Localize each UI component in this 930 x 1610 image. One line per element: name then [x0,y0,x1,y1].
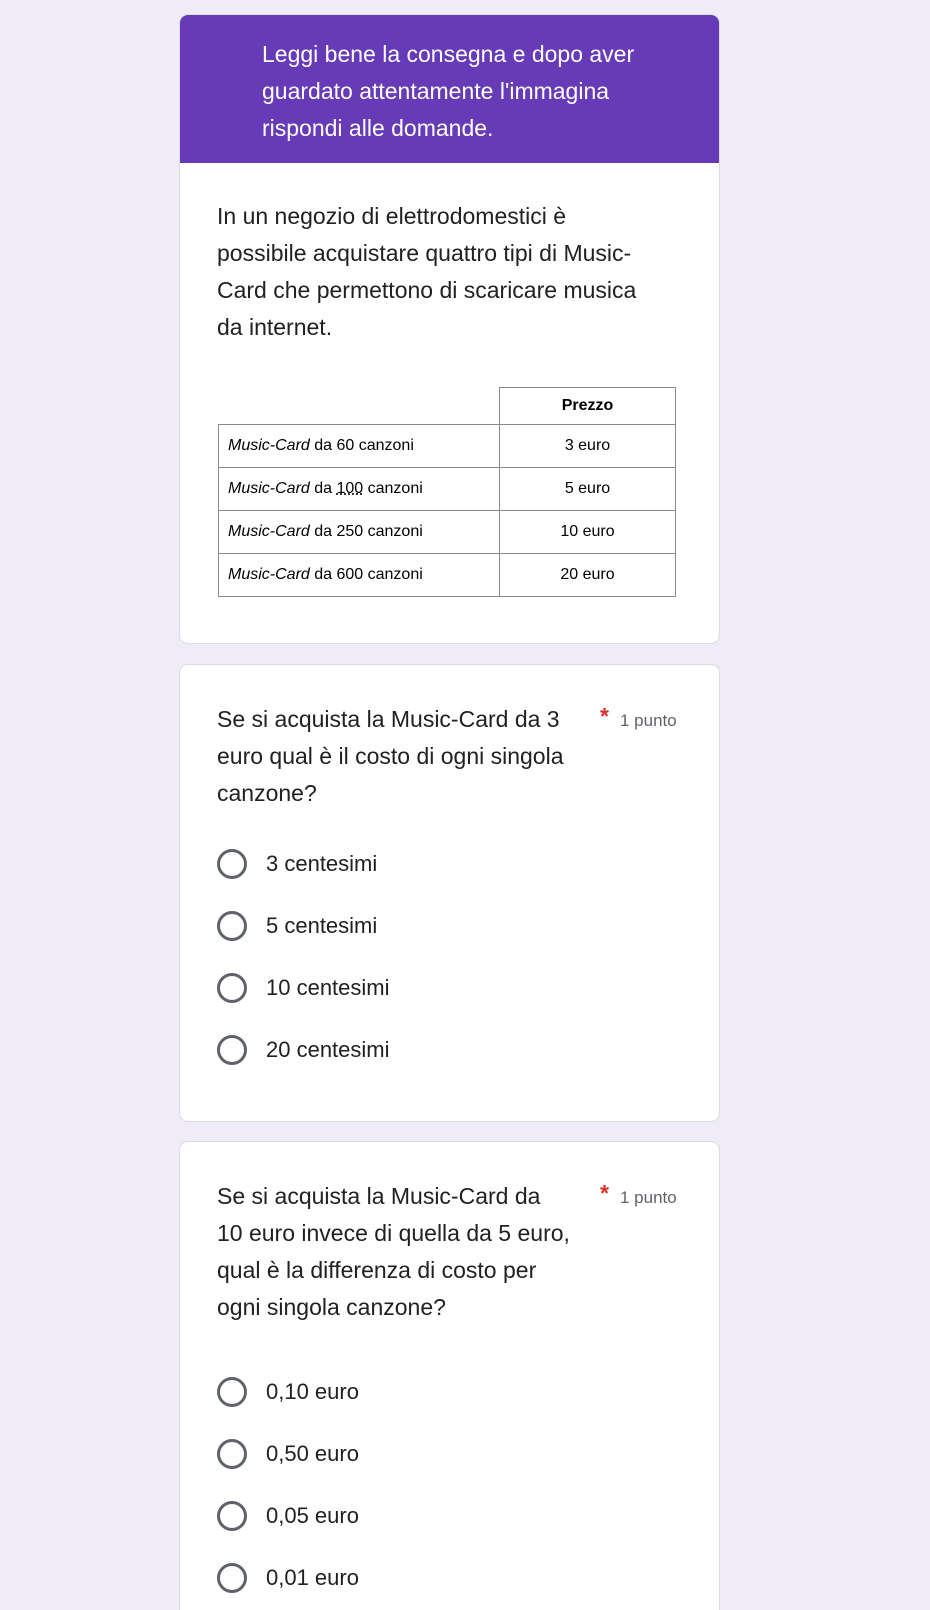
radio-button-icon[interactable] [217,1501,247,1531]
radio-button-icon[interactable] [217,973,247,1003]
product-name: Music-Card [228,566,310,583]
product-text: da [309,566,337,583]
product-quantity: 600 [336,566,364,583]
radio-option-label: 0,05 euro [266,1503,359,1528]
radio-option-label: 20 centesimi [266,1037,390,1062]
radio-option[interactable] [217,1485,359,1547]
price-cell: 5 euro [500,468,676,511]
price-cell: 10 euro [500,511,676,554]
product-text: da [309,437,337,454]
table-row [219,554,676,597]
product-text: da [309,480,337,497]
radio-option-label: 0,50 euro [266,1441,359,1466]
price-cell: 3 euro [500,425,676,468]
radio-button-icon[interactable] [217,911,247,941]
question-points: 1 punto [620,1188,677,1207]
form-instructions: Leggi bene la consegna e dopo aver guardato attentamente l'immagina rispondi alle domande. [262,41,635,141]
product-cell [219,425,500,468]
product-name: Music-Card [228,437,310,454]
radio-group [217,1361,359,1609]
table-header-row [219,388,676,425]
product-cell [219,468,500,511]
product-cell [219,511,500,554]
radio-button-icon[interactable] [217,1377,247,1407]
radio-button-icon[interactable] [217,1439,247,1469]
intro-text: In un negozio di elettrodomestici è possibile acquistare quattro tipi di Music- Card che permettono di scaricare musica da internet. [217,203,637,340]
radio-button-icon[interactable] [217,849,247,879]
product-cell [219,554,500,597]
product-quantity: 100 [336,480,364,497]
price-cell: 20 euro [500,554,676,597]
table-row [219,425,676,468]
product-quantity: 250 [336,523,364,540]
table-row [219,468,676,511]
product-text: canzoni [363,566,423,583]
product-text: da [309,523,337,540]
question-points: 1 punto [620,711,677,730]
table-row [219,511,676,554]
product-name: Music-Card [228,480,310,497]
header-band [180,15,719,163]
question-title: Se si acquista la Music-Card da 3 euro qual è il costo di ogni singola canzone? [217,706,564,806]
product-name: Music-Card [228,523,310,540]
radio-option-label: 5 centesimi [266,913,378,938]
table-header-empty [219,388,500,425]
radio-option-label: 0,10 euro [266,1379,359,1404]
required-asterisk: * [600,703,609,729]
form-header-card [179,14,720,644]
product-text: canzoni [363,480,423,497]
question-title: Se si acquista la Music-Card da 10 euro invece di quella da 5 euro, qual è la differenza di costo per ogni singola canzone? [217,1183,570,1320]
radio-button-icon[interactable] [217,1563,247,1593]
radio-option-label: 10 centesimi [266,975,390,1000]
question-card-2 [179,1141,720,1610]
radio-option[interactable] [217,1423,359,1485]
radio-option[interactable] [217,1019,390,1081]
required-asterisk: * [600,1180,609,1206]
radio-option[interactable] [217,957,390,1019]
radio-group [217,833,390,1081]
radio-option[interactable] [217,833,390,895]
radio-option-label: 0,01 euro [266,1565,359,1590]
price-table [218,387,676,597]
table-header-price: Prezzo [500,388,676,425]
radio-option[interactable] [217,1361,359,1423]
question-card-1 [179,664,720,1122]
radio-button-icon[interactable] [217,1035,247,1065]
radio-option[interactable] [217,1547,359,1609]
product-quantity: 60 [336,437,355,454]
radio-option-label: 3 centesimi [266,851,378,876]
radio-option[interactable] [217,895,390,957]
product-text: canzoni [363,523,423,540]
product-text: canzoni [354,437,414,454]
